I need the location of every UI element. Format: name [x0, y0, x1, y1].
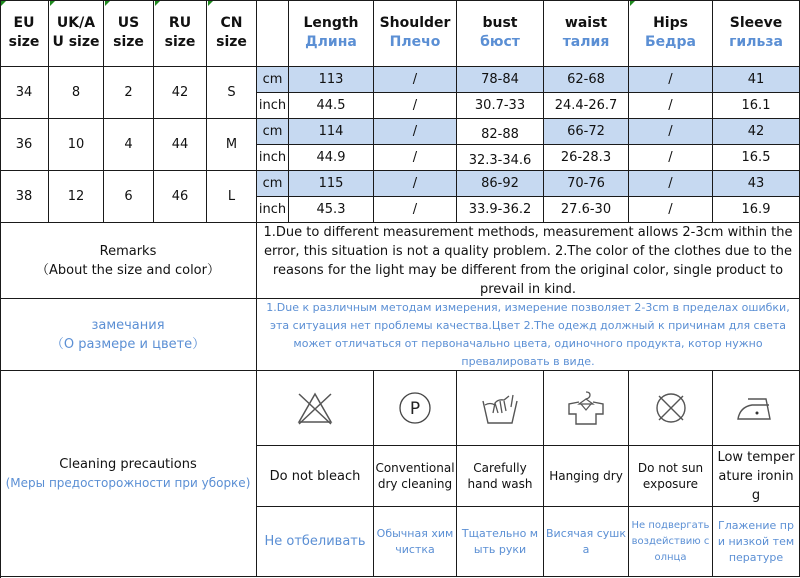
cleaning-title: Cleaning precautions	[59, 456, 197, 472]
header-cn-line2: size	[216, 34, 247, 50]
remarks-subtitle: （About the size and color）	[36, 262, 220, 278]
cell-comment-marker	[155, 1, 160, 6]
header-length	[289, 0, 374, 67]
size-m-cm-waist: 66-72	[544, 119, 629, 145]
size-m-us: 4	[104, 119, 154, 171]
header-uk-line2: U size	[52, 34, 100, 50]
cleaning-subtitle-ru: (Меры предосторожности при уборке)	[5, 475, 251, 490]
size-m-inch-sleeve: 16.5	[713, 145, 800, 171]
size-l-inch-hips: /	[629, 197, 713, 223]
size-s-inch-shoulder: /	[374, 93, 457, 119]
header-hips-en: Hips	[653, 15, 688, 31]
size-l-ru: 46	[154, 171, 207, 223]
size-s-cm-sleeve: 41	[713, 67, 800, 93]
size-l-us: 6	[104, 171, 154, 223]
dry-clean-p-icon	[374, 371, 457, 446]
size-l-eu: 38	[0, 171, 49, 223]
size-m-cm-shoulder: /	[374, 119, 457, 145]
care-label-dry-cleaning: Conventional dry cleaning	[374, 446, 457, 507]
care-label-do-not-bleach: Do not bleach	[257, 446, 374, 507]
size-l-inch-length: 45.3	[289, 197, 374, 223]
care-label-hand-wash: Carefully hand wash	[457, 446, 544, 507]
header-uk-au-size	[49, 0, 104, 67]
cleaning-label	[0, 371, 257, 577]
size-s-cn: S	[207, 67, 257, 119]
size-s-us: 2	[104, 67, 154, 119]
size-m-inch-bust: 32.3-34.6	[457, 145, 544, 171]
size-l-cm-waist: 70-76	[544, 171, 629, 197]
header-ru-line1: RU	[168, 15, 192, 31]
remarks-title-ru: замечания	[91, 317, 165, 333]
size-s-cm-hips: /	[629, 67, 713, 93]
size-l-cm-bust: 86-92	[457, 171, 544, 197]
header-ru-line2: size	[164, 34, 196, 50]
header-bust-ru: бюст	[480, 34, 520, 50]
size-m-inch-length: 44.9	[289, 145, 374, 171]
header-uk-line1: UK/A	[56, 15, 96, 31]
size-m-uk: 10	[49, 119, 104, 171]
header-unit-blank	[257, 0, 289, 67]
size-l-uk: 12	[49, 171, 104, 223]
header-sleeve	[713, 0, 800, 67]
unit-cm: cm	[257, 119, 289, 145]
size-l-inch-shoulder: /	[374, 197, 457, 223]
size-m-cn: M	[207, 119, 257, 171]
size-s-cm-shoulder: /	[374, 67, 457, 93]
header-sleeve-en: Sleeve	[729, 15, 783, 31]
header-length-ru: Длина	[305, 34, 357, 50]
size-m-inch-waist: 26-28.3	[544, 145, 629, 171]
do-not-tumble-sun-icon	[629, 371, 713, 446]
header-hips-ru: Бедра	[645, 34, 696, 50]
header-eu-size	[0, 0, 49, 67]
size-m-cm-sleeve: 42	[713, 119, 800, 145]
header-hips	[629, 0, 713, 67]
remarks-text-ru: 1.Due к различным методам измерения, измерение позволяет 2-3cm в пределах ошибки, эта ситуация нет проблемы качества.Цвет 2.The одежд должный к причинам для света может отличаться от первоначально цвета, одиночного продукта, котор нужно превалировать в виде.	[257, 299, 800, 371]
header-us-line1: US	[117, 15, 140, 31]
remarks-label-ru	[0, 299, 257, 371]
header-shoulder	[374, 0, 457, 67]
do-not-bleach-icon	[257, 371, 374, 446]
care-label-ru-low-iron: Глажение при низкой температуре	[713, 507, 800, 577]
header-sleeve-ru: гильза	[729, 34, 783, 50]
remarks-label-en	[0, 223, 257, 299]
remarks-subtitle-ru: （О размере и цвете）	[50, 336, 206, 352]
header-ru-size	[154, 0, 207, 67]
low-temp-iron-icon	[713, 371, 800, 446]
header-us-line2: size	[113, 34, 144, 50]
size-l-cn: L	[207, 171, 257, 223]
size-l-inch-bust: 33.9-36.2	[457, 197, 544, 223]
svg-text:P: P	[409, 399, 421, 419]
unit-inch: inch	[257, 93, 289, 119]
hanging-dry-icon	[544, 371, 629, 446]
size-m-inch-hips: /	[629, 145, 713, 171]
cell-comment-marker	[105, 1, 110, 6]
header-us-size	[104, 0, 154, 67]
size-l-cm-hips: /	[629, 171, 713, 197]
care-label-hanging-dry: Hanging dry	[544, 446, 629, 507]
size-l-cm-sleeve: 43	[713, 171, 800, 197]
cell-comment-marker	[630, 1, 635, 6]
header-cn-line1: CN	[220, 15, 243, 31]
header-waist-en: waist	[564, 15, 608, 31]
header-bust-en: bust	[482, 15, 518, 31]
size-s-cm-length: 113	[289, 67, 374, 93]
cell-comment-marker	[208, 1, 213, 6]
size-s-cm-waist: 62-68	[544, 67, 629, 93]
care-label-ru-hanging-dry: Висячая сушка	[544, 507, 629, 577]
size-l-inch-sleeve: 16.9	[713, 197, 800, 223]
header-eu-line1: EU	[13, 15, 35, 31]
header-shoulder-ru: Плечо	[389, 34, 441, 50]
unit-inch: inch	[257, 145, 289, 171]
unit-inch: inch	[257, 197, 289, 223]
size-l-cm-length: 115	[289, 171, 374, 197]
header-bust	[457, 0, 544, 67]
hand-wash-icon	[457, 371, 544, 446]
care-label-no-sun: Do not sun exposure	[629, 446, 713, 507]
size-l-inch-waist: 27.6-30	[544, 197, 629, 223]
care-label-ru-no-sun: Не подвергать воздействию солнца	[629, 507, 713, 577]
care-label-ru-do-not-bleach: Не отбеливать	[257, 507, 374, 577]
header-waist	[544, 0, 629, 67]
care-label-ru-dry-cleaning: Обычная химчистка	[374, 507, 457, 577]
size-s-ru: 42	[154, 67, 207, 119]
unit-cm: cm	[257, 67, 289, 93]
size-m-cm-bust: 82-88	[457, 119, 544, 145]
care-label-ru-hand-wash: Тщательно мыть руки	[457, 507, 544, 577]
size-s-inch-length: 44.5	[289, 93, 374, 119]
size-m-inch-shoulder: /	[374, 145, 457, 171]
header-waist-ru: талия	[562, 34, 610, 50]
size-m-cm-length: 114	[289, 119, 374, 145]
cell-comment-marker	[1, 1, 6, 6]
unit-cm: cm	[257, 171, 289, 197]
care-label-low-iron: Low temperature ironing	[713, 446, 800, 507]
size-s-inch-hips: /	[629, 93, 713, 119]
size-m-ru: 44	[154, 119, 207, 171]
remarks-title: Remarks	[99, 243, 157, 259]
size-s-uk: 8	[49, 67, 104, 119]
size-s-inch-bust: 30.7-33	[457, 93, 544, 119]
size-s-inch-sleeve: 16.1	[713, 93, 800, 119]
size-m-eu: 36	[0, 119, 49, 171]
header-shoulder-en: Shoulder	[379, 15, 451, 31]
remarks-text-en: 1.Due to different measurement methods, measurement allows 2-3cm within the error, this situation is not a quality problem. 2.The color of the clothes due to the reasons for the light may be different from the original color, single product to prevail in kind.	[257, 223, 800, 299]
size-l-cm-shoulder: /	[374, 171, 457, 197]
cell-comment-marker	[50, 1, 55, 6]
size-s-cm-bust: 78-84	[457, 67, 544, 93]
size-s-inch-waist: 24.4-26.7	[544, 93, 629, 119]
header-eu-line2: size	[8, 34, 40, 50]
header-cn-size	[207, 0, 257, 67]
header-length-en: Length	[303, 15, 359, 31]
size-m-cm-hips: /	[629, 119, 713, 145]
size-s-eu: 34	[0, 67, 49, 119]
